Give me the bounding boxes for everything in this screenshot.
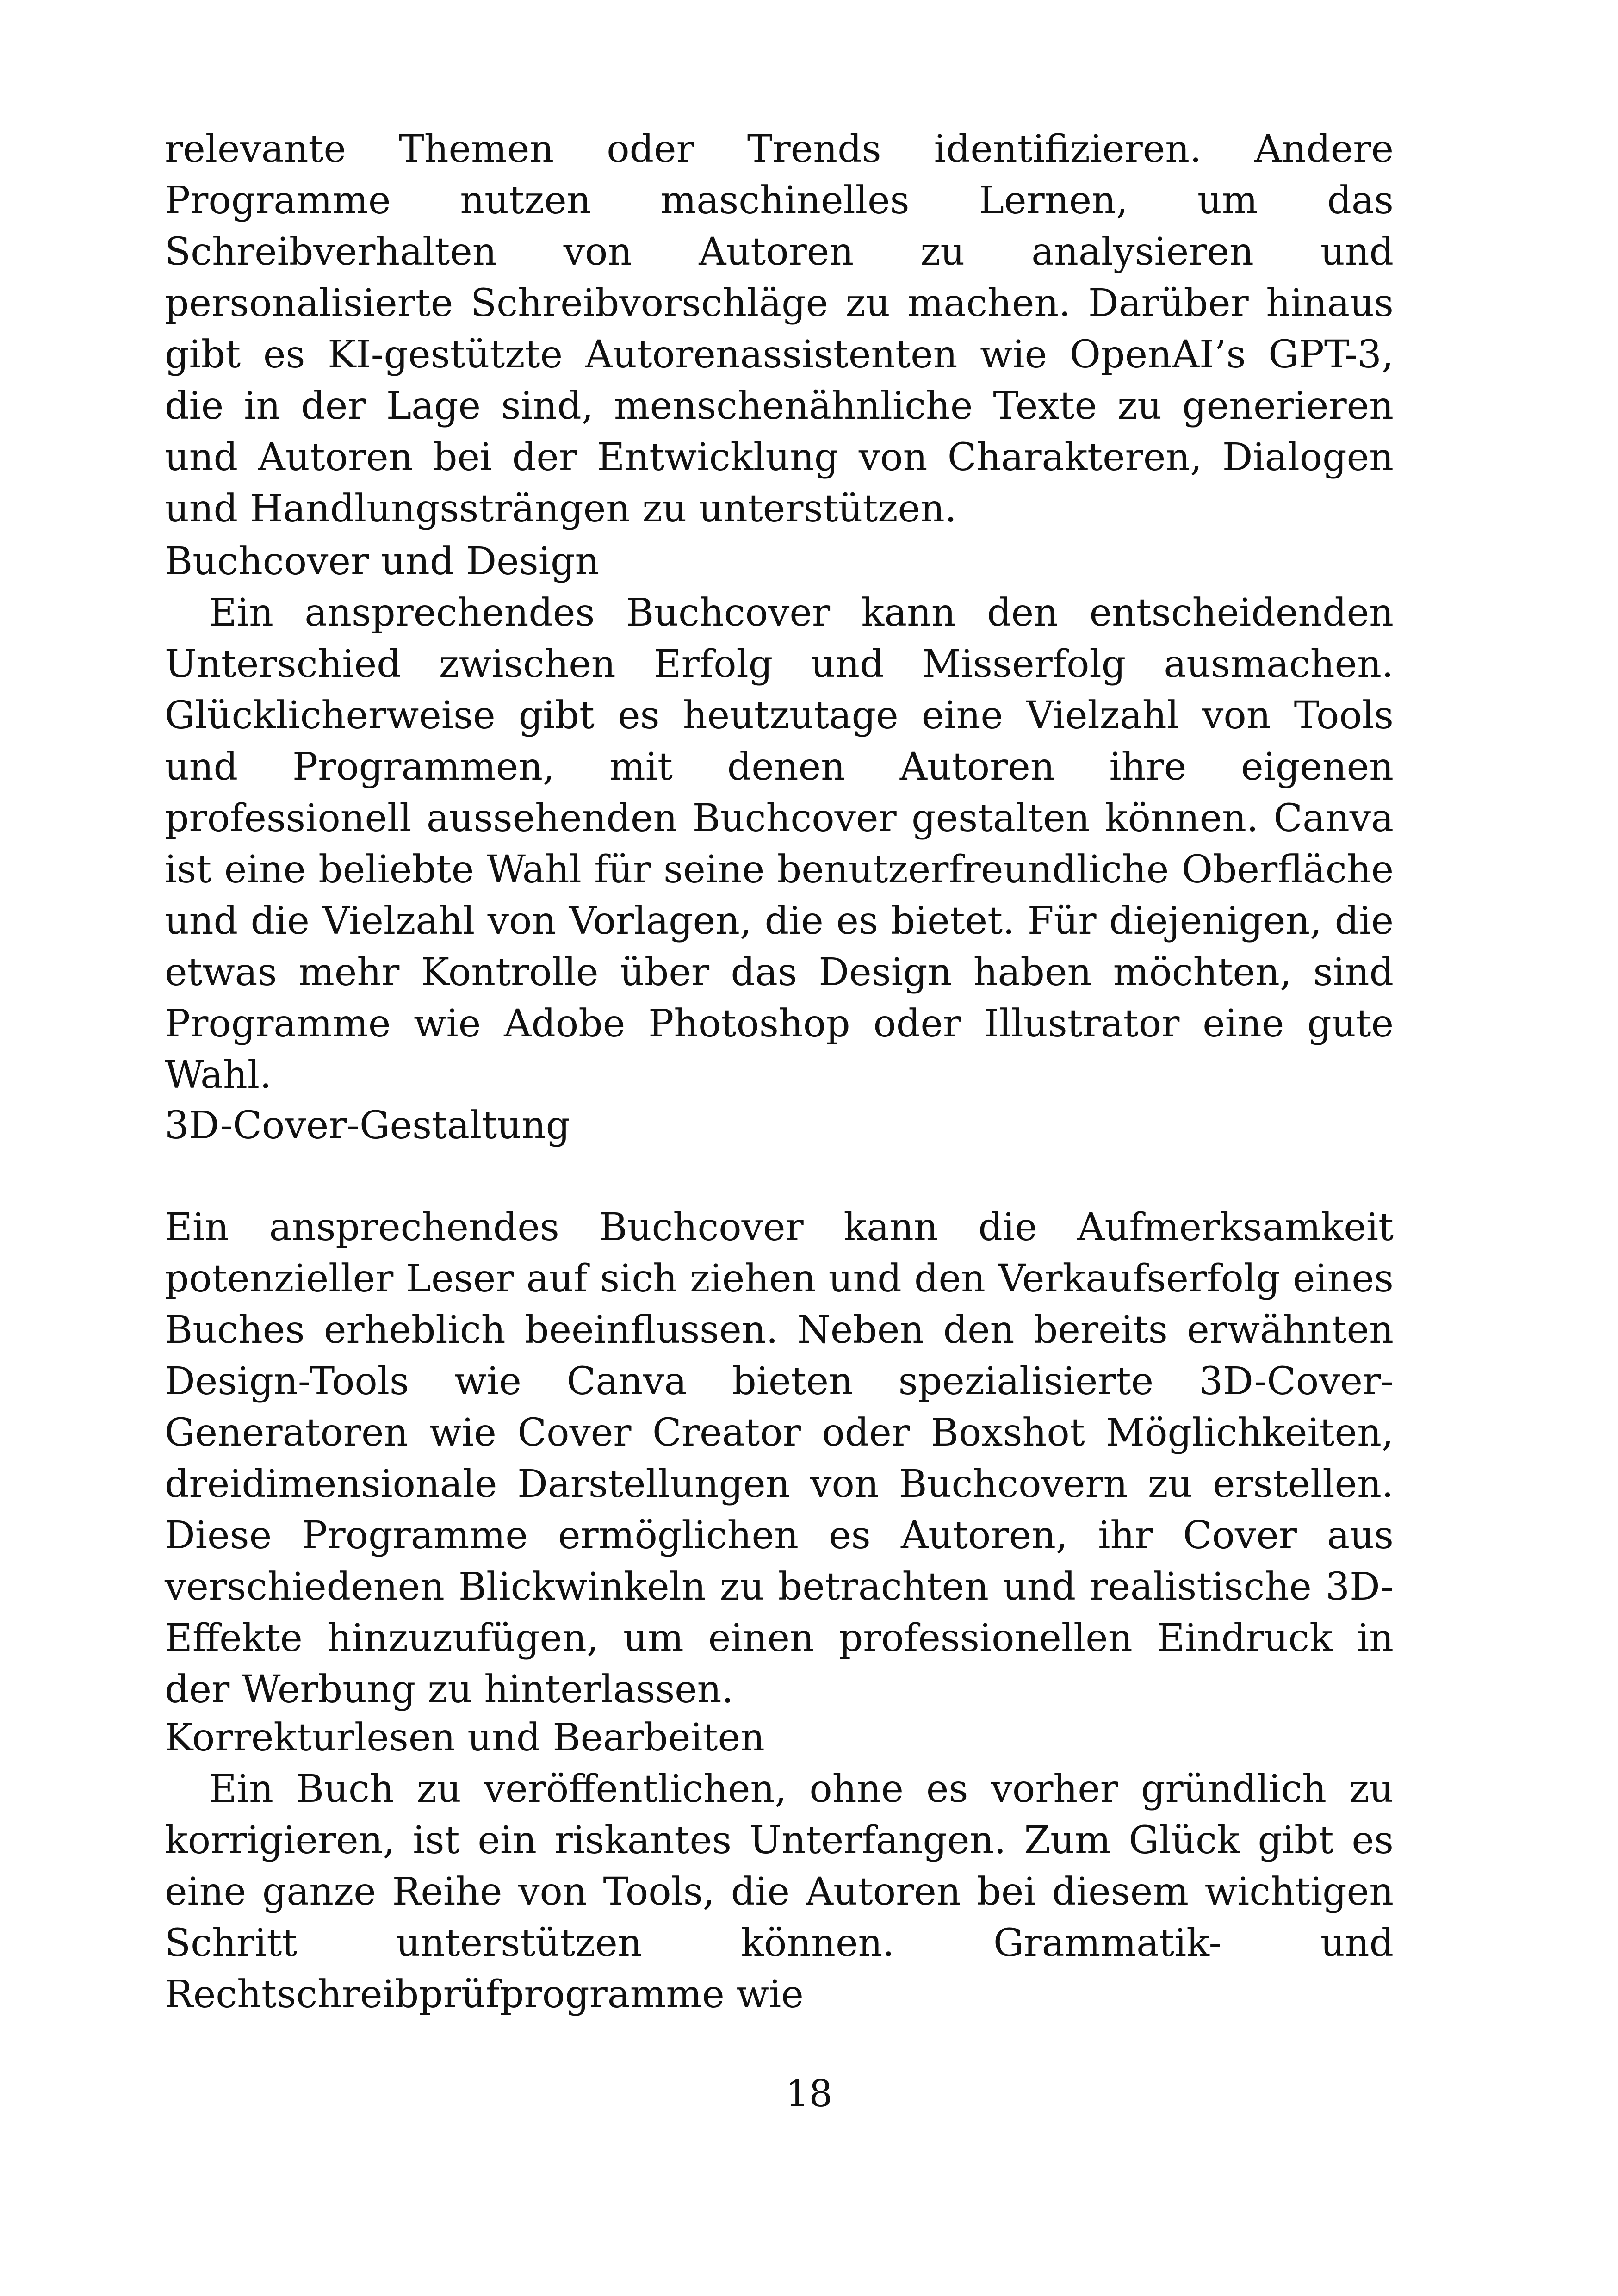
section-3d-cover — [165, 1100, 1394, 1151]
section-korrekturlesen — [165, 1712, 1394, 2020]
paragraph-ki-tools — [165, 124, 1394, 534]
section-heading-buchcover: Buchcover und Design — [165, 540, 600, 583]
paragraph-text: Ein ansprechendes Buchcover kann die Aufmerksamkeit potenzieller Leser auf sich ziehen und den Verkaufserfolg eines Buches erheblich beeinflussen. Neben den bereits erwähnten Design-Tools wie Canva bieten spezialisierte 3D-Cover-Generatoren wie Cover Creator oder Boxshot Möglichkeiten, dreidimensionale Darstellungen von Buchcovern zu erstellen. Diese Programme ermöglichen es Autoren, ihr Cover aus verschiedenen Blickwinkeln zu betrachten und realistische 3D-Effekte hinzuzufügen, um einen professionellen Eindruck in der Werbung zu hinterlassen. — [165, 1205, 1394, 1712]
paragraph-korrekturlesen: Ein Buch zu veröffentlichen, ohne es vorher gründlich zu korrigieren, ist ein riskantes Unterfangen. Zum Glück gibt es eine ganze Reihe von Tools, die Autoren bei diesem wichtigen Schritt unterstützen können. Grammatik- und Rechtschreibprüfprogramme wie — [165, 1767, 1394, 2017]
paragraph-buchcover: Ein ansprechendes Buchcover kann den entscheidenden Unterschied zwischen Erfolg und Misserfolg ausmachen. Glücklicherweise gibt es heutzutage eine Vielzahl von Tools und Programmen, mit denen Autoren ihre eigenen professionell aussehenden Buchcover gestalten können. Canva ist eine beliebte Wahl für seine benutzerfreundliche Oberfläche und die Vielzahl von Vorlagen, die es bietet. Für diejenigen, die etwas mehr Kontrolle über das Design haben möchten, sind Programme wie Adobe Photoshop oder Illustrator eine gute Wahl. — [165, 591, 1394, 1097]
section-buchcover — [165, 536, 1394, 1101]
page-number: 18 — [785, 2072, 833, 2115]
paragraph-text: relevante Themen oder Trends identifizieren. Andere Programme nutzen maschinelles Lernen, um das Schreibverhalten von Autoren zu analysieren und personalisierte Schreibvorschläge zu machen. Darüber hinaus gibt es KI-gestützte Autorenassistenten wie OpenAI’s GPT-3, die in der Lage sind, menschenähnliche Texte zu generieren und Autoren bei der Entwicklung von Charakteren, Dialogen und Handlungssträngen zu unterstützen. — [165, 127, 1394, 531]
paragraph-3d-cover — [165, 1202, 1394, 1715]
section-heading-korrekturlesen: Korrekturlesen und Bearbeiten — [165, 1716, 765, 1760]
section-heading-3d-cover: 3D-Cover-Gestaltung — [165, 1104, 570, 1148]
